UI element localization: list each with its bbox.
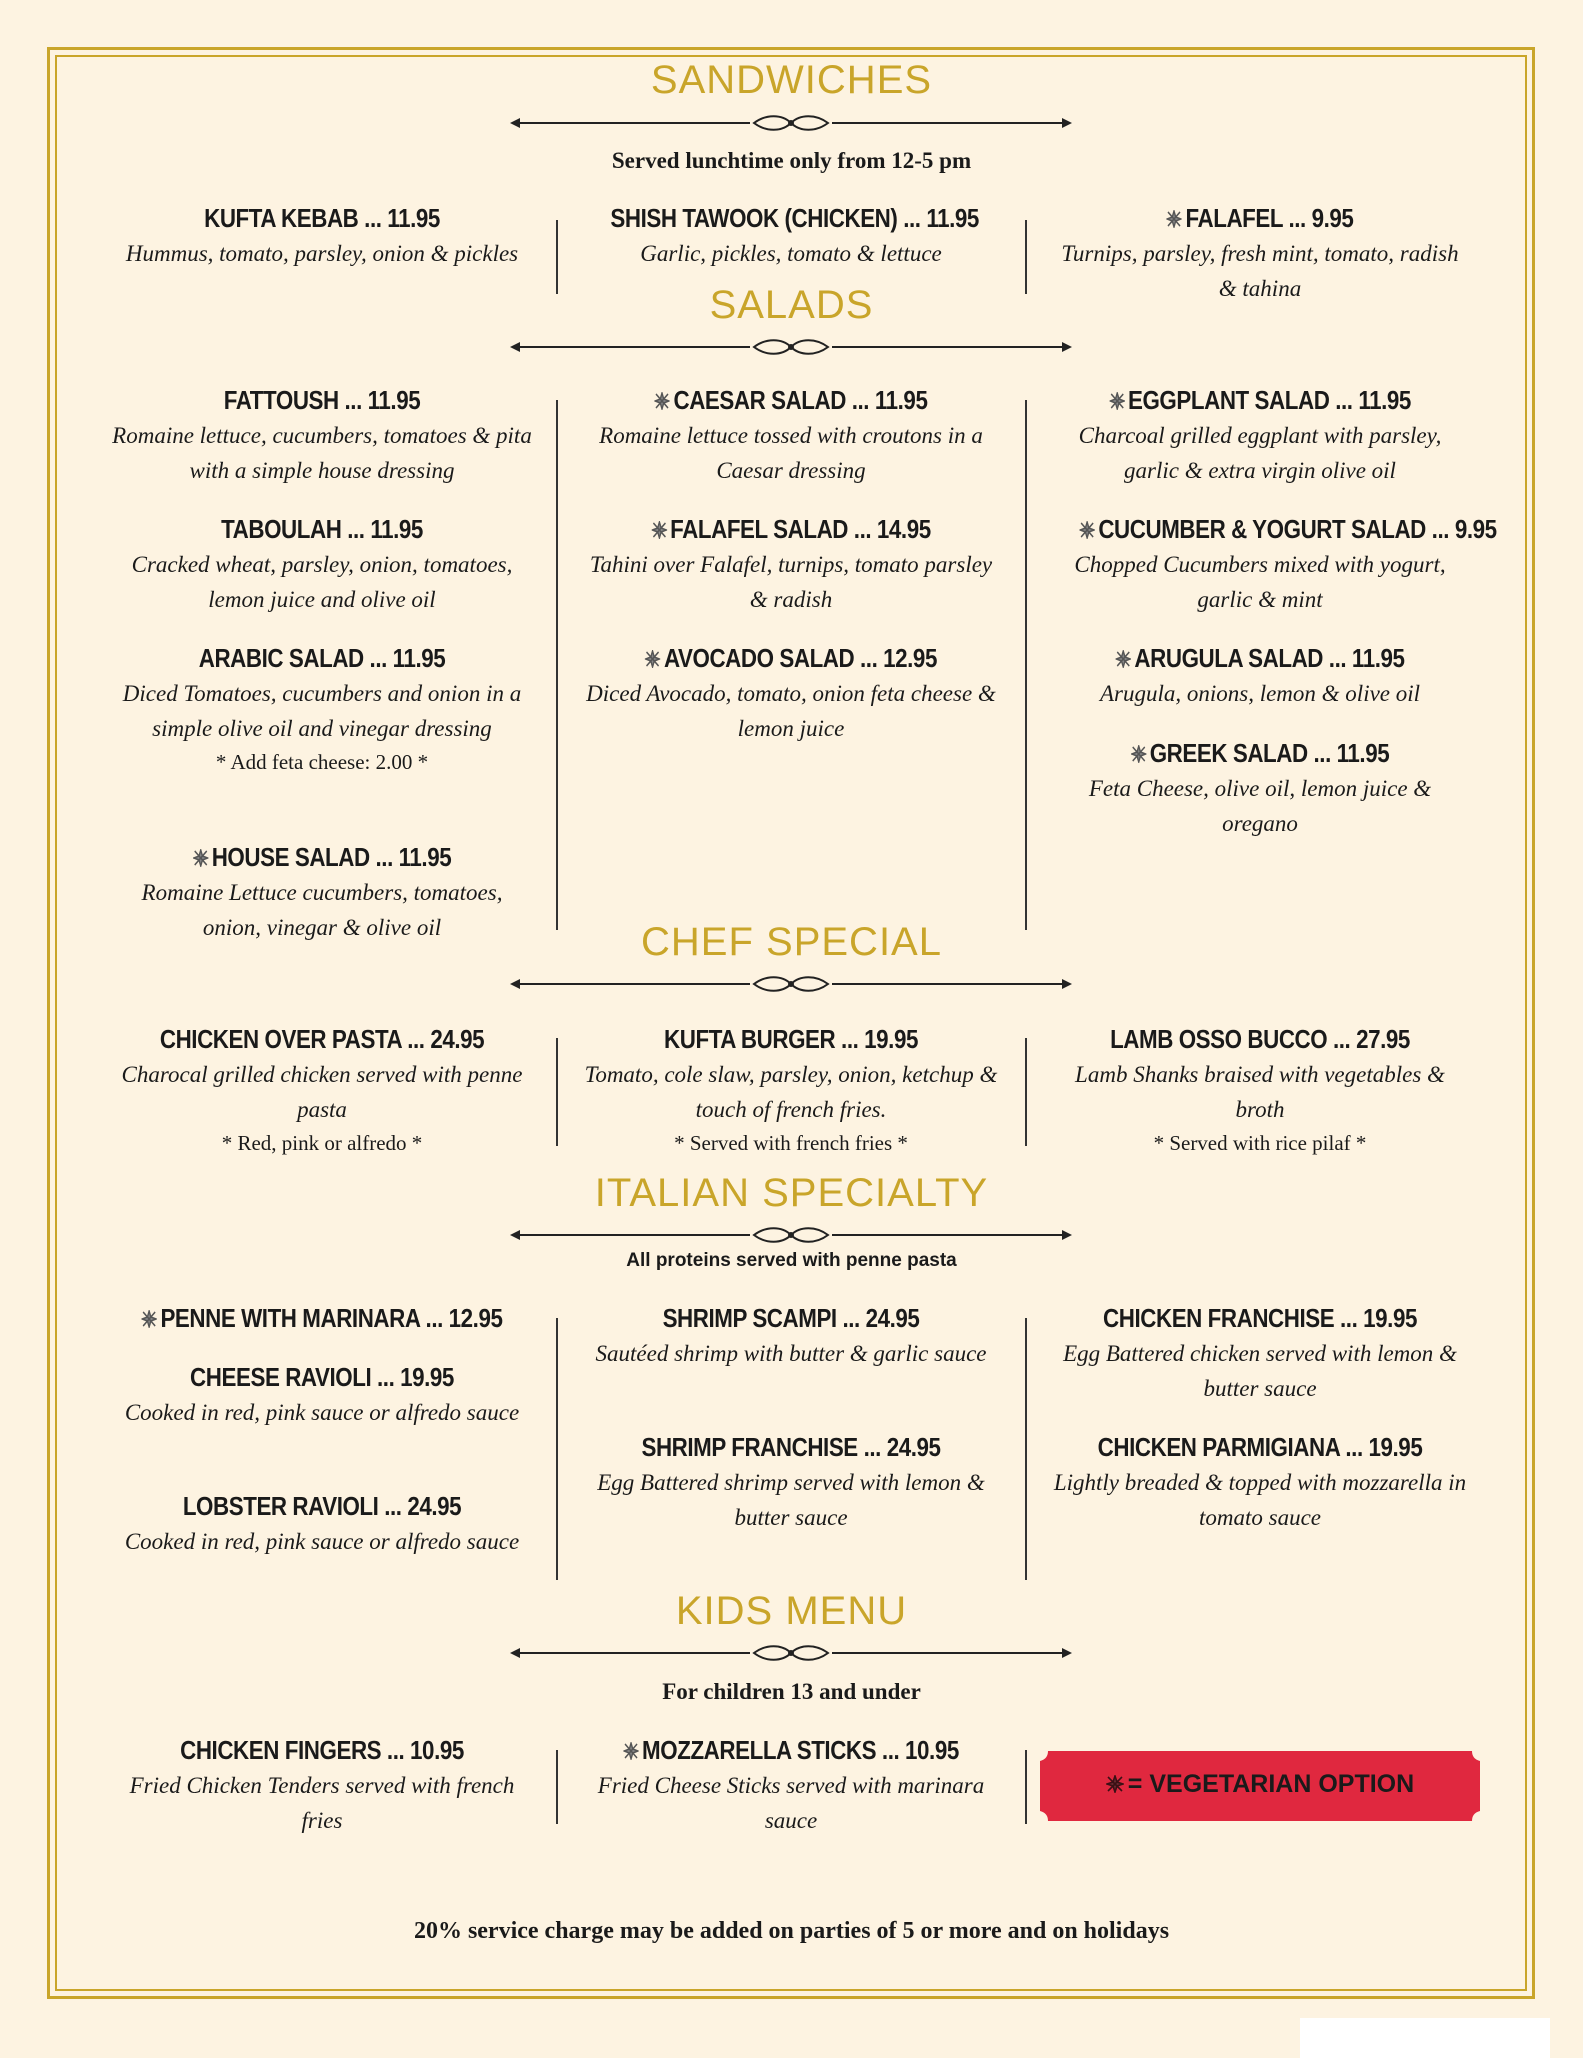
item-desc: Charcoal grilled eggplant with parsley, garlic & extra virgin olive oil [1078, 423, 1442, 483]
menu-item [1050, 511, 1497, 617]
item-note: * Add feta cheese: 2.00 * [215, 750, 429, 774]
menu-item [112, 640, 532, 778]
item-desc: Diced Tomatoes, cucumbers and onion in a simple olive oil and vinegar dressing [122, 681, 522, 741]
column-divider [1025, 1038, 1027, 1146]
column-divider [556, 1750, 558, 1824]
menu-item [1050, 735, 1470, 841]
menu-item [112, 382, 532, 488]
item-name: GREEK SALAD ... 11.95 [1149, 738, 1390, 768]
item-name: TABOULAH ... 11.95 [221, 514, 423, 544]
menu-item [112, 511, 532, 617]
menu-item [581, 1429, 1001, 1535]
item-desc: Romaine Lettuce cucumbers, tomatoes, onion, vinegar & olive oil [141, 880, 503, 940]
ornament-divider [510, 1643, 1072, 1663]
item-note: * Red, pink or alfredo * [221, 1131, 423, 1155]
menu-item [581, 1021, 1001, 1159]
item-name: CHEESE RAVIOLI ... 19.95 [190, 1362, 454, 1392]
item-desc: Charocal grilled chicken served with penne pasta [121, 1062, 523, 1122]
menu-item [581, 1732, 1001, 1838]
ornament-divider [510, 113, 1072, 133]
section-title-sandwiches: SANDWICHES [650, 58, 933, 102]
column-divider [556, 400, 558, 930]
item-desc: Feta Cheese, olive oil, lemon juice & oregano [1088, 776, 1432, 836]
section-title-kids: KIDS MENU [675, 1589, 908, 1633]
item-desc: Cooked in red, pink sauce or alfredo sauce [124, 1529, 520, 1554]
vegetarian-icon [655, 392, 670, 410]
menu-item [1050, 1300, 1470, 1406]
item-name: FALAFEL ... 9.95 [1185, 203, 1354, 233]
section-title-italian: ITALIAN SPECIALTY [594, 1171, 989, 1215]
item-name: CHICKEN PARMIGIANA ... 19.95 [1097, 1432, 1423, 1462]
item-name: SHRIMP SCAMPI ... 24.95 [662, 1303, 920, 1333]
column-divider [1025, 1318, 1027, 1580]
item-desc: Fried Chicken Tenders served with french fries [129, 1773, 515, 1833]
column-divider [1025, 400, 1027, 930]
menu-item [1050, 1429, 1470, 1535]
item-name: LAMB OSSO BUCCO ... 27.95 [1110, 1024, 1410, 1054]
item-desc: Egg Battered chicken served with lemon & butter sauce [1063, 1341, 1457, 1401]
section-title-salads: SALADS [709, 283, 874, 327]
menu-item [581, 640, 1001, 746]
item-name: CUCUMBER & YOGURT SALAD ... 9.95 [1098, 514, 1497, 544]
ornament-divider [510, 974, 1072, 994]
item-desc: Romaine lettuce, cucumbers, tomatoes & pita with a simple house dressing [112, 423, 532, 483]
menu-item [1050, 1021, 1470, 1159]
ornament-divider [510, 337, 1072, 357]
item-name: SHISH TAWOOK (CHICKEN) ... 11.95 [610, 203, 979, 233]
item-desc: Garlic, pickles, tomato & lettuce [640, 241, 942, 266]
section-title-chef-special: CHEF SPECIAL [641, 920, 942, 964]
vegetarian-legend-text: = VEGETARIAN OPTION [1127, 1770, 1415, 1798]
item-name: PENNE WITH MARINARA ... 12.95 [160, 1303, 503, 1333]
item-desc: Lamb Shanks braised with vegetables & broth [1075, 1062, 1445, 1122]
menu-item [1050, 382, 1470, 488]
column-divider [1025, 1750, 1027, 1824]
menu-item [1050, 640, 1470, 711]
item-desc: Fried Cheese Sticks served with marinara sauce [597, 1773, 985, 1833]
item-name: CHICKEN FRANCHISE ... 19.95 [1103, 1303, 1417, 1333]
menu-item [581, 200, 1001, 271]
item-name: AVOCADO SALAD ... 12.95 [663, 643, 937, 673]
item-desc: Hummus, tomato, parsley, onion & pickles [125, 241, 519, 266]
menu-item [112, 200, 532, 271]
item-desc: Chopped Cucumbers mixed with yogurt, garlic & mint [1074, 552, 1446, 612]
column-divider [556, 1318, 558, 1580]
item-name: ARUGULA SALAD ... 11.95 [1134, 643, 1405, 673]
menu-item [581, 382, 1001, 488]
vegetarian-icon [193, 849, 208, 867]
vegetarian-icon [1115, 650, 1130, 668]
item-desc: Sautéed shrimp with butter & garlic sauce [595, 1341, 987, 1366]
italian-subtitle: All proteins served with penne pasta [626, 1250, 957, 1271]
vegetarian-icon [1131, 745, 1146, 763]
item-name: KUFTA BURGER ... 19.95 [664, 1024, 918, 1054]
item-name: CHICKEN FINGERS ... 10.95 [180, 1735, 464, 1765]
vegetarian-legend [1040, 1770, 1480, 1799]
item-desc: Tomato, cole slaw, parsley, onion, ketchup & touch of french fries. [584, 1062, 998, 1122]
item-note: * Served with french fries * [674, 1131, 908, 1155]
menu-item [112, 1300, 532, 1336]
item-desc: Tahini over Falafel, turnips, tomato parsley & radish [589, 552, 993, 612]
item-name: EGGPLANT SALAD ... 11.95 [1127, 385, 1411, 415]
menu-item [112, 1359, 532, 1430]
menu-item [581, 1300, 1001, 1371]
item-name: FALAFEL SALAD ... 14.95 [670, 514, 931, 544]
item-desc: Egg Battered shrimp served with lemon & butter sauce [597, 1470, 985, 1530]
corner-tab [1300, 2018, 1550, 2058]
item-desc: Cooked in red, pink sauce or alfredo sauce [124, 1400, 520, 1425]
menu-item [112, 1488, 532, 1559]
item-desc: Arugula, onions, lemon & olive oil [1099, 681, 1421, 706]
vegetarian-icon [1109, 392, 1124, 410]
vegetarian-icon [645, 650, 660, 668]
item-note: * Served with rice pilaf * [1153, 1131, 1367, 1155]
item-desc: Cracked wheat, parsley, onion, tomatoes, lemon juice and olive oil [131, 552, 513, 612]
vegetarian-icon [142, 1310, 157, 1328]
vegetarian-icon [1106, 1775, 1124, 1793]
vegetarian-icon [651, 521, 666, 539]
vegetarian-icon [1079, 521, 1094, 539]
item-name: MOZZARELLA STICKS ... 10.95 [642, 1735, 959, 1765]
item-desc: Turnips, parsley, fresh mint, tomato, radish & tahina [1061, 241, 1459, 301]
vegetarian-icon [1167, 210, 1182, 228]
menu-item [581, 511, 1001, 617]
ornament-divider [510, 1225, 1072, 1245]
service-charge-note: 20% service charge may be added on parties of 5 or more and on holidays [413, 1918, 1170, 1944]
item-name: CHICKEN OVER PASTA ... 24.95 [159, 1024, 485, 1054]
item-desc: Romaine lettuce tossed with croutons in a Caesar dressing [599, 423, 983, 483]
item-desc: Lightly breaded & topped with mozzarella in tomato sauce [1053, 1470, 1467, 1530]
item-name: CAESAR SALAD ... 11.95 [673, 385, 928, 415]
item-name: LOBSTER RAVIOLI ... 24.95 [182, 1491, 462, 1521]
item-name: HOUSE SALAD ... 11.95 [211, 842, 452, 872]
item-name: FATTOUSH ... 11.95 [223, 385, 421, 415]
sandwiches-subtitle: Served lunchtime only from 12-5 pm [611, 148, 972, 173]
kids-subtitle: For children 13 and under [662, 1679, 921, 1704]
menu-item [112, 1732, 532, 1838]
vegetarian-icon [623, 1742, 638, 1760]
item-name: SHRIMP FRANCHISE ... 24.95 [641, 1432, 941, 1462]
item-desc: Diced Avocado, tomato, onion feta cheese & lemon juice [586, 681, 996, 741]
item-name: ARABIC SALAD ... 11.95 [198, 643, 446, 673]
menu-item [112, 1021, 532, 1159]
item-name: KUFTA KEBAB ... 11.95 [204, 203, 440, 233]
column-divider [556, 1038, 558, 1146]
